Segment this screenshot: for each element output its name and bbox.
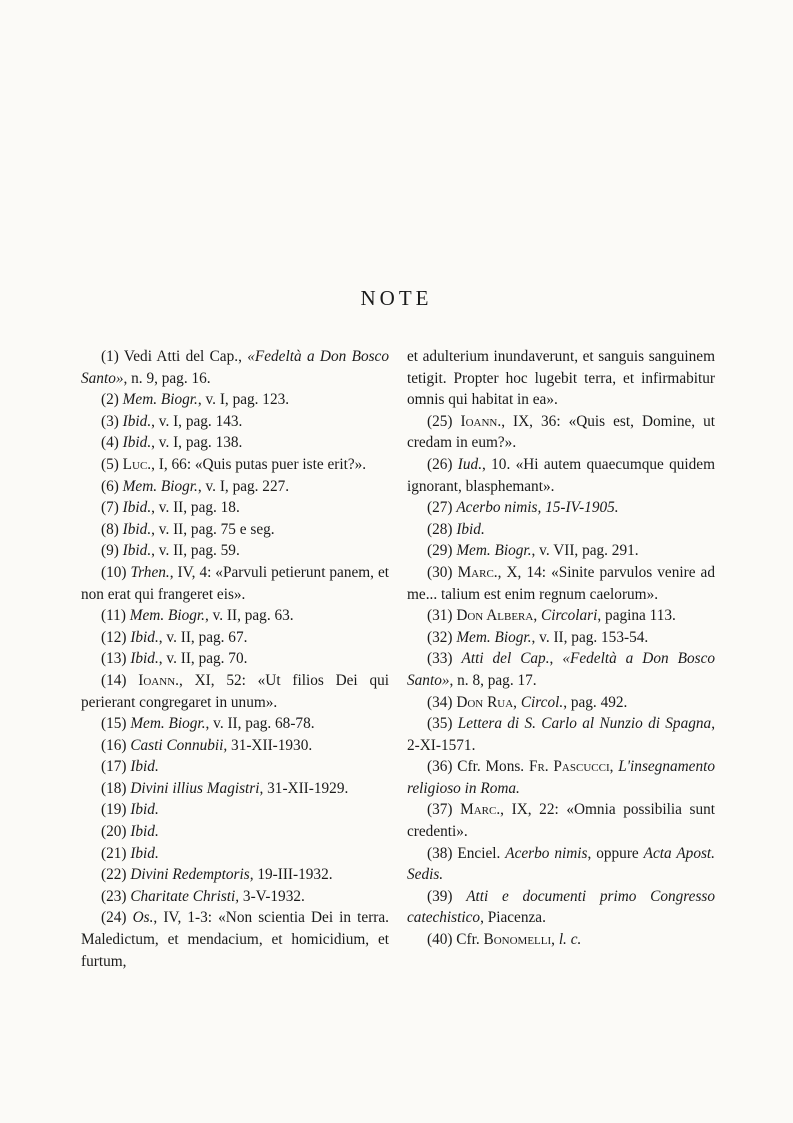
- footnote: (33) Atti del Cap., «Fedeltà a Don Bosco Santo», n. 8, pag. 17.: [407, 650, 716, 689]
- citation-italic: l. c.: [558, 931, 582, 949]
- footnote: (17) Ibid.: [101, 758, 159, 776]
- citation-italic: Ibid.: [130, 758, 159, 776]
- footnote: (31) Don Albera, Circolari, pagina 113.: [427, 607, 676, 625]
- footnote: (10) Trhen., IV, 4: «Parvuli petierunt panem, et non erat qui frangeret eis».: [81, 563, 389, 603]
- citation-italic: Divini illius Magistri,: [130, 779, 264, 797]
- footnote: (15) Mem. Biogr., v. II, pag. 68-78.: [101, 715, 315, 733]
- citation-italic: L'insegnamento religioso in Roma.: [407, 758, 716, 797]
- footnote: (38) Enciel. Acerbo nimis, oppure Acta Apost. Sedis.: [407, 844, 715, 884]
- footnote: et adulterium inundaverunt, et sanguis sanguinem tetigit. Propter hoc lugebit terra, et infirmabitur omnis qui habitat in ea».: [407, 348, 715, 409]
- footnote: (28) Ibid.: [427, 520, 485, 538]
- footnote: (27) Acerbo nimis, 15-IV-1905.: [427, 499, 619, 517]
- footnote: (11) Mem. Biogr., v. II, pag. 63.: [101, 607, 294, 625]
- footnote: (23) Charitate Christi, 3-V-1932.: [101, 887, 305, 905]
- citation-smallcaps: Marc.: [457, 563, 498, 581]
- citation-italic: Mem. Biogr.: [130, 715, 206, 733]
- citation-italic: Acerbo nimis, 15-IV-1905.: [456, 499, 619, 517]
- footnote: (9) Ibid., v. II, pag. 59.: [101, 542, 240, 560]
- citation-italic: Ibid.: [122, 499, 152, 517]
- citation-smallcaps: Don Rua: [456, 693, 514, 711]
- citation-smallcaps: Don Albera: [456, 607, 534, 625]
- citation-italic: «Fedeltà a Don Bosco Santo»: [407, 650, 716, 689]
- footnote: (34) Don Rua, Circol., pag. 492.: [427, 693, 628, 711]
- footnote: (4) Ibid., v. I, pag. 138.: [101, 434, 243, 452]
- citation-italic: Acerbo nimis: [505, 844, 588, 862]
- citation-smallcaps: Marc.: [460, 801, 501, 819]
- footnote: (13) Ibid., v. II, pag. 70.: [101, 650, 248, 668]
- citation-italic: Trhen.: [130, 563, 170, 581]
- citation-italic: Mem. Biogr.: [129, 607, 205, 625]
- citation-italic: Ibid.: [122, 412, 152, 430]
- footnote: (25) Ioann., IX, 36: «Quis est, Domine, ut credam in eum?».: [407, 412, 715, 452]
- footnote: (35) Lettera di S. Carlo al Nunzio di Spagna, 2-XI-1571.: [407, 715, 716, 754]
- citation-italic: Ibid.: [122, 434, 152, 452]
- citation-italic: Casti Connubii,: [130, 736, 228, 754]
- citation-italic: Lettera di S. Carlo al Nunzio di Spagna: [457, 715, 712, 733]
- footnote: (32) Mem. Biogr., v. II, pag. 153-54.: [427, 628, 649, 646]
- citation-italic: Mem. Biogr.: [122, 477, 198, 495]
- footnote: (37) Marc., IX, 22: «Omnia possibilia sunt credenti».: [407, 801, 715, 841]
- citation-smallcaps: Bonomelli: [483, 931, 552, 949]
- citation-italic: Iud.: [457, 455, 483, 473]
- citation-smallcaps: Ioann.: [460, 412, 502, 430]
- footnote: (16) Casti Connubii, 31-XII-1930.: [101, 736, 313, 754]
- citation-italic: Charitate Christi,: [130, 887, 240, 905]
- footnote: (14) Ioann., XI, 52: «Ut filios Dei qui perierant congregaret in unum».: [81, 671, 389, 711]
- citation-italic: Os.: [132, 909, 154, 927]
- footnote: (6) Mem. Biogr., v. I, pag. 227.: [101, 477, 290, 495]
- citation-italic: Mem. Biogr.: [456, 628, 532, 646]
- citation-italic: Ibid.: [122, 542, 152, 560]
- citation-italic: Ibid.: [130, 823, 159, 841]
- citation-smallcaps: Luc.: [122, 455, 152, 473]
- footnote: (12) Ibid., v. II, pag. 67.: [101, 628, 248, 646]
- citation-italic: Circol.: [520, 693, 564, 711]
- footnote: (8) Ibid., v. II, pag. 75 e seg.: [101, 520, 275, 538]
- footnote: (5) Luc., I, 66: «Quis putas puer iste erit?».: [101, 455, 367, 473]
- footnote: (22) Divini Redemptoris, 19-III-1932.: [101, 866, 333, 884]
- citation-italic: Mem. Biogr.: [456, 542, 532, 560]
- footnote: (26) Iud., 10. «Hi autem quaecumque quidem ignorant, blasphemant».: [407, 455, 715, 495]
- citation-italic: Ibid.: [130, 628, 159, 646]
- footnote: (2) Mem. Biogr., v. I, pag. 123.: [101, 391, 290, 409]
- citation-italic: Ibid.: [122, 520, 152, 538]
- footnote: (3) Ibid., v. I, pag. 143.: [101, 412, 243, 430]
- page-title: NOTE: [360, 286, 433, 310]
- citation-italic: Mem. Biogr.: [122, 391, 198, 409]
- footnote: (7) Ibid., v. II, pag. 18.: [101, 499, 240, 517]
- citation-italic: Ibid.: [130, 801, 159, 819]
- citation-italic: Ibid.: [456, 520, 485, 538]
- citation-italic: Acta Apost. Sedis.: [407, 844, 715, 884]
- citation-italic: Atti e documenti primo Congresso catechistico: [407, 887, 715, 927]
- citation-italic: «Fedeltà a Don Bosco Santo»: [81, 348, 389, 387]
- footnote: (30) Marc., X, 14: «Sinite parvulos venire ad me... talium est enim regnum caelorum».: [407, 563, 715, 603]
- footnote: (19) Ibid.: [101, 801, 159, 819]
- footnote: (40) Cfr. Bonomelli, l. c.: [427, 931, 582, 949]
- footnote: (24) Os., IV, 1-3: «Non scientia Dei in terra. Maledictum, et mendacium, et homicidium, et furtum,: [81, 909, 390, 970]
- notes-right-column: [407, 346, 715, 951]
- citation-italic: Atti del Cap.: [461, 650, 550, 668]
- footnote: (36) Cfr. Mons. Fr. Pascucci, L'insegnamento religioso in Roma.: [407, 758, 716, 797]
- footnote: (20) Ibid.: [101, 823, 159, 841]
- footnote: (29) Mem. Biogr., v. VII, pag. 291.: [427, 542, 639, 560]
- citation-italic: Ibid.: [130, 650, 159, 668]
- citation-italic: Circolari: [541, 607, 598, 625]
- footnote: (18) Divini illius Magistri, 31-XII-1929.: [101, 779, 349, 797]
- footnote: (21) Ibid.: [101, 844, 159, 862]
- citation-italic: Ibid.: [130, 844, 159, 862]
- citation-smallcaps: Fr. Pascucci: [528, 758, 610, 776]
- citation-smallcaps: Ioann.: [138, 671, 179, 689]
- citation-italic: Divini Redemptoris,: [130, 866, 254, 884]
- footnote: (1) Vedi Atti del Cap., «Fedeltà a Don Bosco Santo», n. 9, pag. 16.: [81, 348, 389, 387]
- notes-left-column: [81, 346, 389, 972]
- footnote: (39) Atti e documenti primo Congresso catechistico, Piacenza.: [407, 887, 715, 927]
